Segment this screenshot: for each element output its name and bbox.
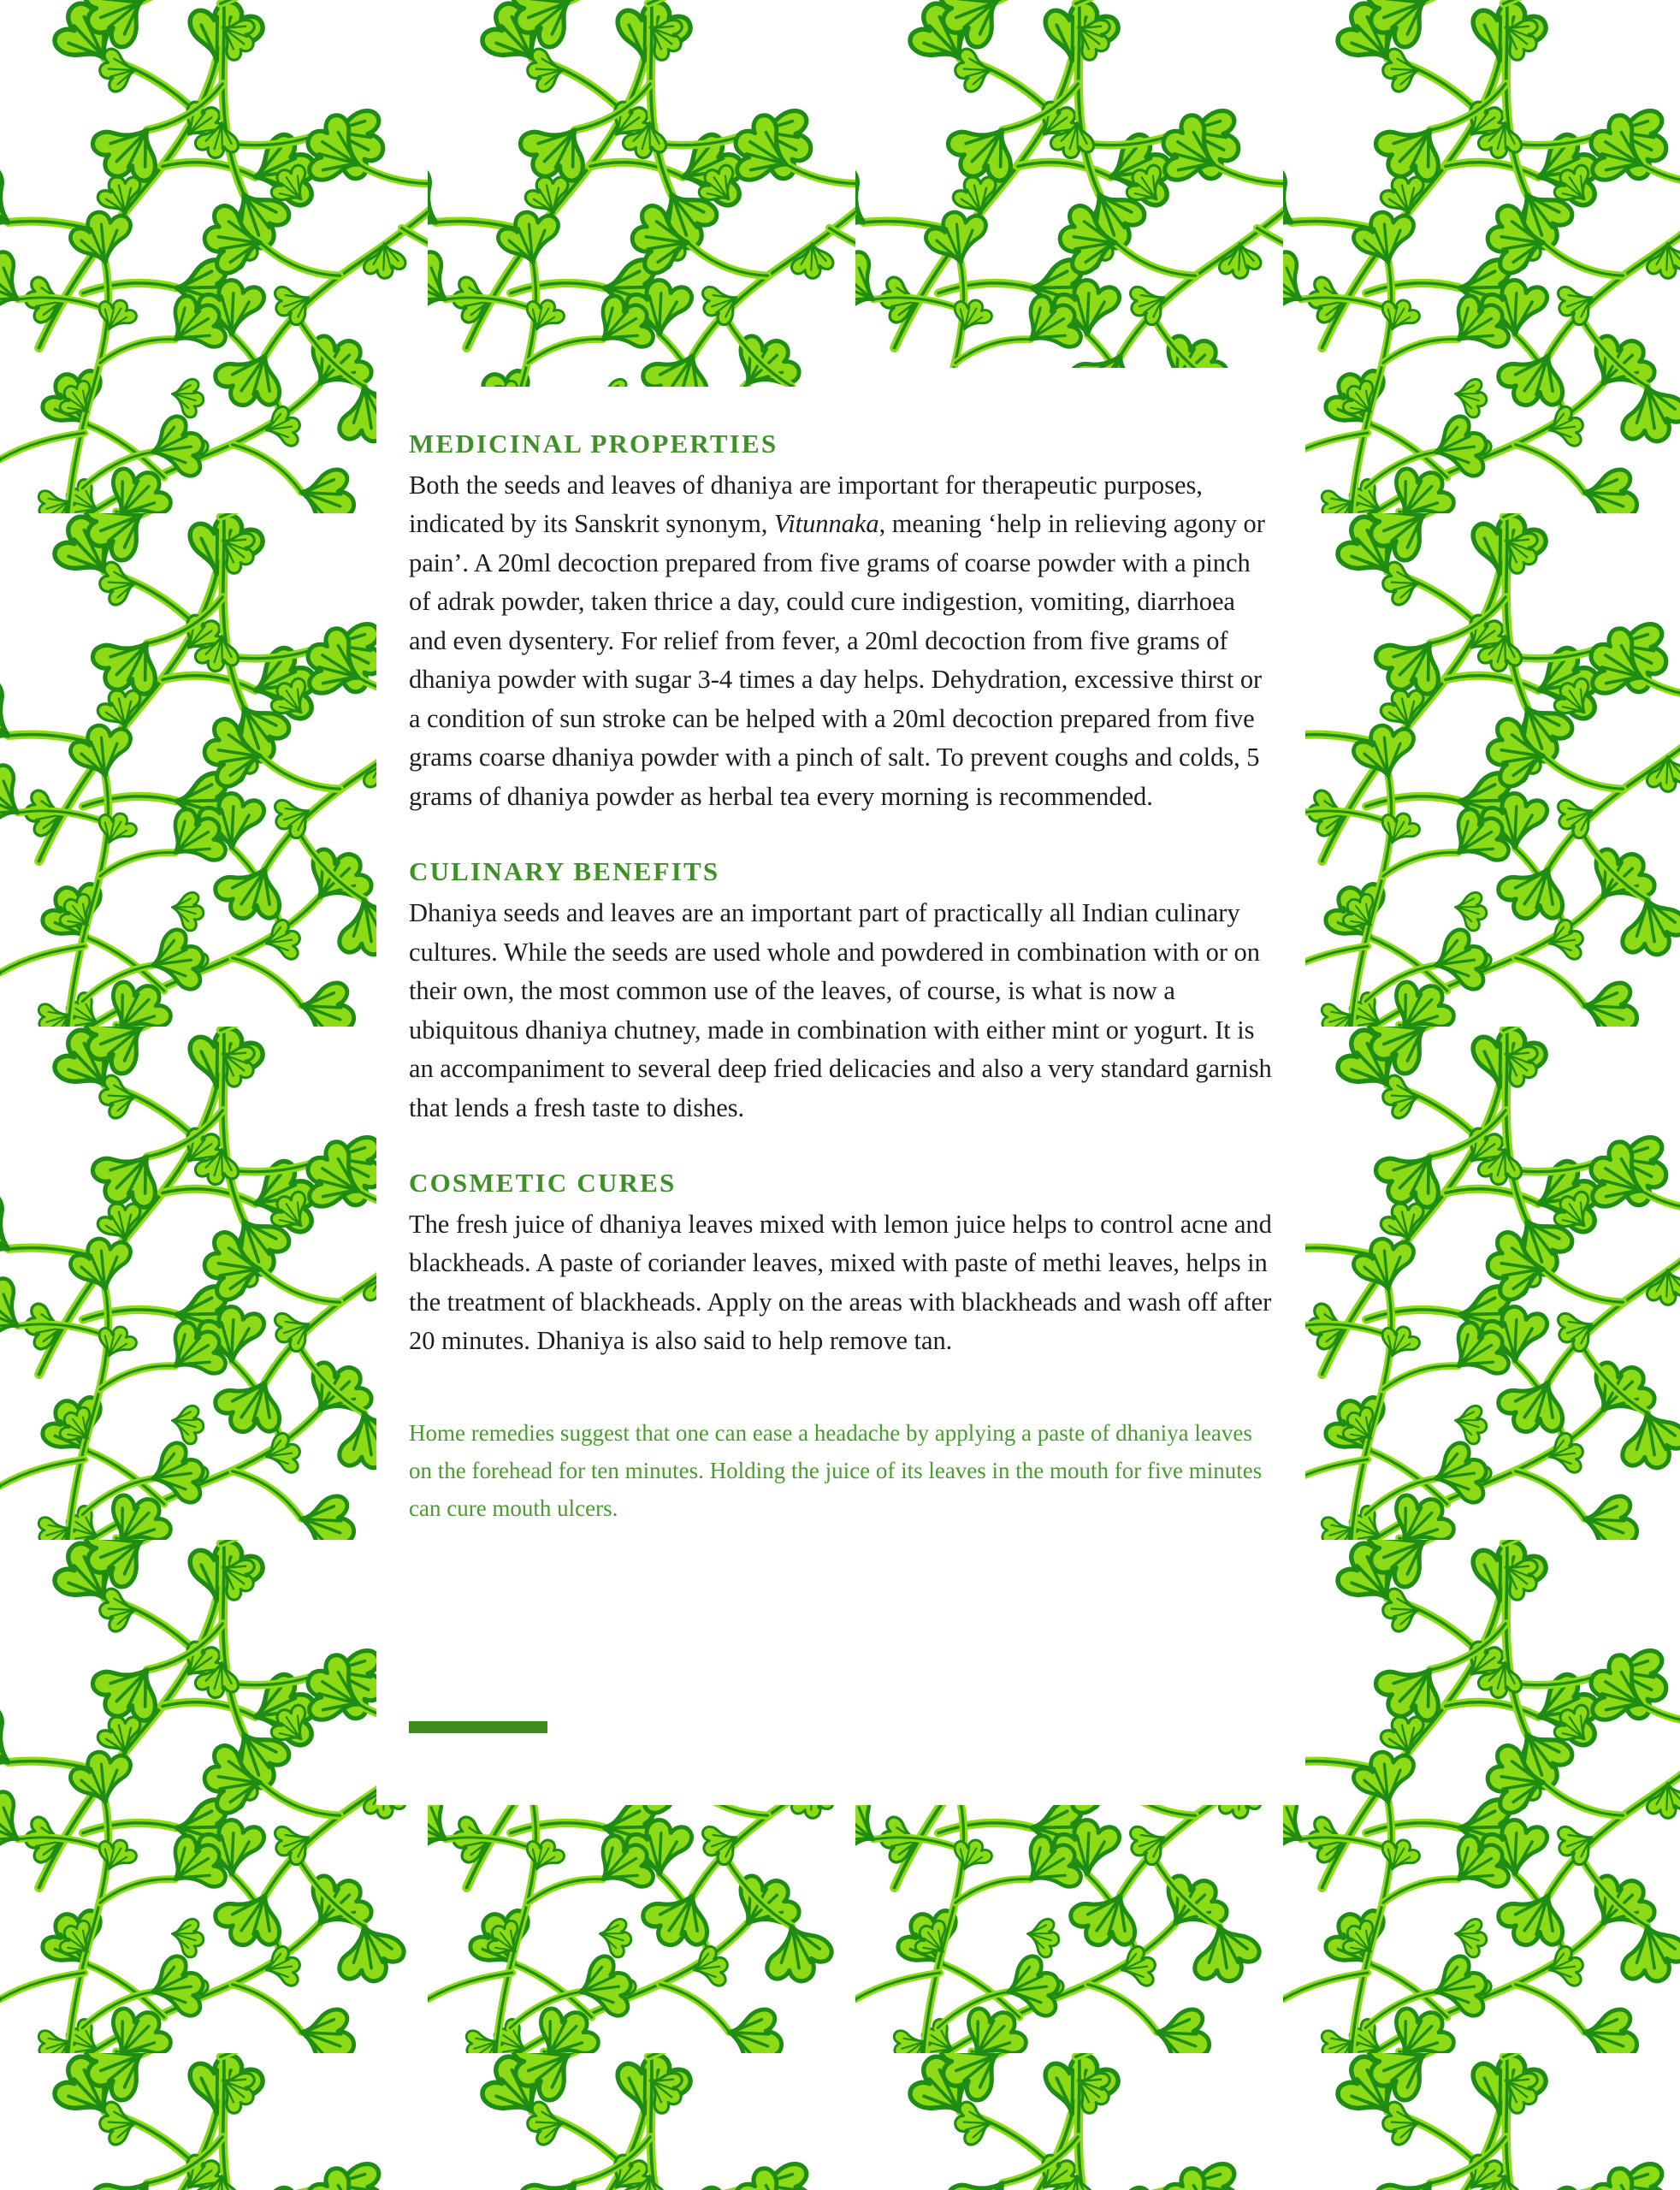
heading-cosmetic-cures: COSMETIC CURES	[409, 1168, 677, 1198]
heading-medicinal-properties: MEDICINAL PROPERTIES	[409, 429, 778, 459]
heading-culinary-benefits: CULINARY BENEFITS	[409, 856, 720, 887]
body-medicinal-properties	[409, 466, 1273, 817]
section-cosmetic-cures	[409, 1167, 1273, 1361]
body-text-suffix: , meaning ‘help in relieving agony or pain’. A 20ml decoction prepared from five grams of coarse powder with a pinch of adrak powder, taken thrice a day, could cure indigestion, vomiting, diarrhoea and even dysentery. For relief from fever, a 20ml decoction from five grams of dhaniya powder with sugar 3-4 times a day helps. Dehydration, excessive thirst or a condition of sun stroke can be helped with a 20ml decoction prepared from five grams coarse dhaniya powder with a pinch of salt. To prevent coughs and colds, 5 grams of dhaniya powder as herbal tea every morning is recommended.	[409, 509, 1265, 811]
section-divider-rule	[409, 1721, 547, 1733]
pull-quote-block	[409, 1414, 1273, 1527]
body-culinary-benefits: Dhaniya seeds and leaves are an important part of practically all Indian culinary cultures. While the seeds are used whole and powdered in combination with or on their own, the most common use of the leaves, of course, is what is now a ubiquitous dhaniya chutney, made in combination with either mint or yogurt. It is an accompaniment to several deep fried delicacies and also a very standard garnish that lends a fresh taste to dishes.	[409, 898, 1272, 1122]
body-cosmetic-cures: The fresh juice of dhaniya leaves mixed with lemon juice helps to control acne and blackheads. A paste of coriander leaves, mixed with paste of methi leaves, helps in the treatment of blackheads. Apply on the areas with blackheads and wash off after 20 minutes. Dhaniya is also said to help remove tan.	[409, 1209, 1272, 1356]
body-text-prefix: Both the seeds and leaves of dhaniya are important for therapeutic purposes, indicated by its Sanskrit synonym,	[409, 470, 1203, 539]
article-content	[409, 428, 1273, 1527]
sanskrit-term: Vitunnaka	[773, 509, 879, 539]
section-medicinal-properties	[409, 428, 1273, 816]
section-culinary-benefits	[409, 855, 1273, 1128]
pull-quote-text: Home remedies suggest that one can ease a headache by applying a paste of dhaniya leaves on the forehead for ten minutes. Holding the juice of its leaves in the mouth for five minutes can cure mouth ulcers.	[409, 1419, 1263, 1521]
